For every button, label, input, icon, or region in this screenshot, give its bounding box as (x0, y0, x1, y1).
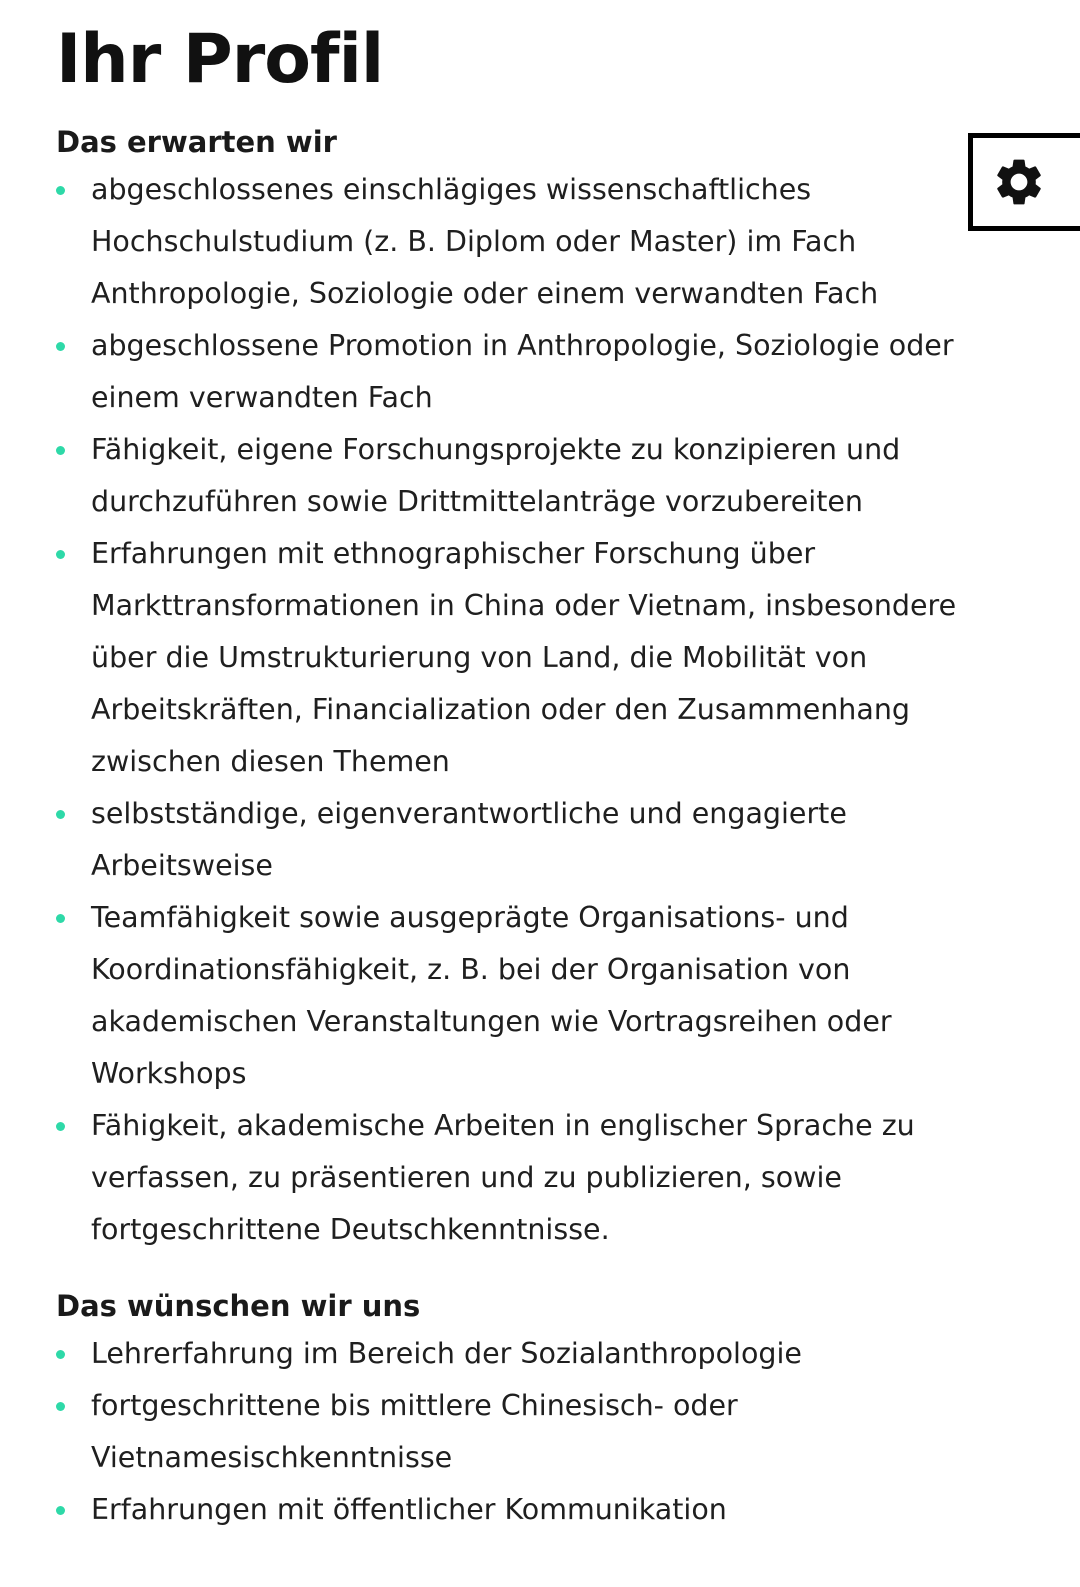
profile-content (56, 18, 1016, 1536)
list-item (56, 528, 1016, 788)
list-item (56, 320, 1016, 424)
list-item (56, 424, 1016, 528)
bullet-icon (56, 1122, 65, 1131)
expectations-list (56, 164, 1016, 1256)
bullet-icon (56, 810, 65, 819)
bullet-icon (56, 1506, 65, 1515)
list-item (56, 788, 1016, 892)
list-item-text: fortgeschrittene bis mittlere Chinesisch- oder Vietnamesischkenntnisse (91, 1389, 738, 1474)
list-item-text: Fähigkeit, eigene Forschungsprojekte zu konzipieren und durchzuführen sowie Drittmittelanträge vorzubereiten (91, 433, 901, 518)
bullet-icon (56, 1402, 65, 1411)
section-heading-expectations: Das erwarten wir (56, 125, 337, 159)
list-item (56, 1328, 1016, 1380)
list-item-text: Teamfähigkeit sowie ausgeprägte Organisations- und Koordinationsfähigkeit, z. B. bei der Organisation von akademischen Veranstaltungen wie Vortragsreihen oder Workshops (91, 901, 892, 1090)
list-item (56, 164, 1016, 320)
wishes-list (56, 1328, 1016, 1536)
bullet-icon (56, 186, 65, 195)
section-heading-wishes: Das wünschen wir uns (56, 1289, 421, 1323)
list-item (56, 1380, 1016, 1484)
bullet-icon (56, 342, 65, 351)
list-item-text: abgeschlossenes einschlägiges wissenschaftliches Hochschulstudium (z. B. Diplom oder Master) im Fach Anthropologie, Soziologie oder einem verwandten Fach (91, 173, 879, 310)
bullet-icon (56, 914, 65, 923)
list-item (56, 892, 1016, 1100)
list-item-text: Lehrerfahrung im Bereich der Sozialanthropologie (91, 1337, 802, 1370)
list-item-text: Fähigkeit, akademische Arbeiten in englischer Sprache zu verfassen, zu präsentieren und zu publizieren, sowie fortgeschrittene Deutschkenntnisse. (91, 1109, 915, 1246)
bullet-icon (56, 446, 65, 455)
gear-icon (991, 154, 1047, 210)
bullet-icon (56, 550, 65, 559)
settings-button[interactable] (968, 133, 1080, 231)
list-item-text: abgeschlossene Promotion in Anthropologie, Soziologie oder einem verwandten Fach (91, 329, 954, 414)
list-item-text: selbstständige, eigenverantwortliche und engagierte Arbeitsweise (91, 797, 847, 882)
page-title: Ihr Profil (56, 20, 384, 99)
list-item-text: Erfahrungen mit ethnographischer Forschung über Markttransformationen in China oder Vietnam, insbesondere über die Umstrukturierung von Land, die Mobilität von Arbeitskräften, Financialization oder den Zusammenhang zwischen diesen Themen (91, 537, 957, 778)
list-item-text: Erfahrungen mit öffentlicher Kommunikation (91, 1493, 727, 1526)
list-item (56, 1484, 1016, 1536)
bullet-icon (56, 1350, 65, 1359)
list-item (56, 1100, 1016, 1256)
